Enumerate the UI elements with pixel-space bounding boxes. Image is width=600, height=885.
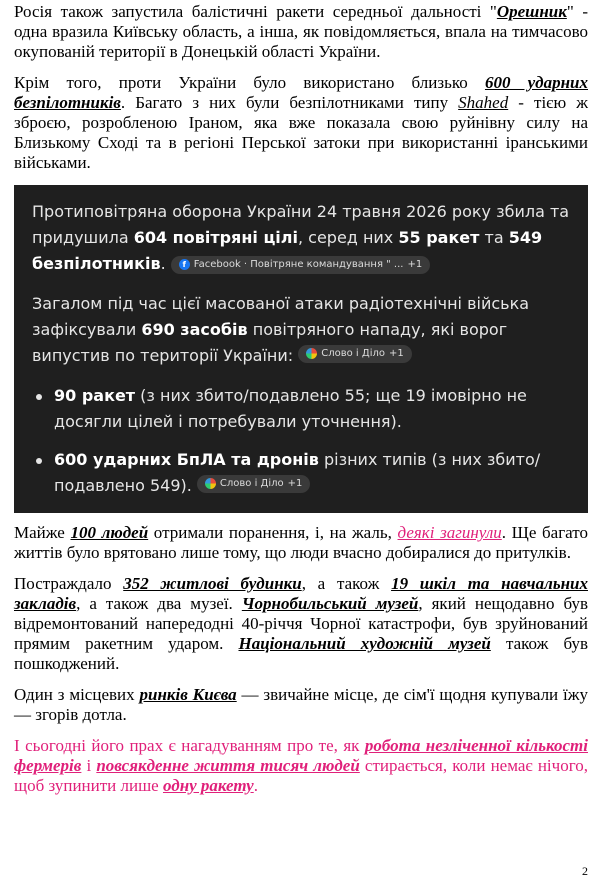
paragraph-market: Один з місцевих ринків Києва — звичайне місце, де сім'ї щодня купували їжу — згорів дотла. — [14, 685, 588, 724]
highlight-chernobyl-museum: Чорнобильський музей — [241, 594, 419, 613]
highlight-drones: 600 ударних безпілотників — [14, 73, 589, 112]
paragraph-damage: Постраждало 352 житлові будинки, а також 19 шкіл та навчальних закладів, а також два музеї. Чорнобильський музей, який нещодавно був відремонтований напередодні 40-річчя Чорної катастрофи, був зруйнований прямим ракетним ударом. Національний художній музей також був пошкоджений. — [14, 574, 589, 673]
document-page — [14, 2, 588, 807]
highlight-lives: повсякденне життя тисяч людей — [96, 756, 360, 775]
highlight-died: деякі загинули — [397, 523, 502, 542]
paragraph-casualties: Майже 100 людей отримали поранення, і, на жаль, деякі загинули. Ще багато життів було врятовано лише тому, що люди вчасно добиралися до притулків. — [14, 523, 588, 562]
paragraph-drones: Крім того, проти України було використано близько 600 ударних безпілотників. Багато з них були безпілотниками типу Shahed - тією ж зброєю, розробленою Іраном, яка вже показала свою руйнівну силу на Близькому Сході та в регіоні Перської затоки при використанні іранськими військами. — [14, 73, 589, 172]
source-chip-facebook[interactable]: f Facebook · Повітряне командування " ... +1 — [171, 256, 430, 274]
highlight-rocket: одну ракету — [162, 776, 254, 795]
highlight-oreshnik: Орешник — [496, 2, 567, 21]
highlight-national-museum: Національний художній музей — [238, 634, 491, 653]
slovo-i-dilo-icon — [205, 478, 216, 489]
panel-paragraph-1: Протиповітряна оборона України 24 травня 2026 року збила та придушила 604 повітряні цілі, серед них 55 ракет та 549 безпілотників. f Facebook · Повітряне командування " ... +1 — [32, 202, 570, 273]
slovo-i-dilo-icon — [306, 348, 317, 359]
page-number: 2 — [582, 864, 588, 878]
paragraph-closing: І сьогодні його прах є нагадуванням про те, як робота незліченної кількості фермерів і повсякденне життя тисяч людей стирається, коли немає нічого, щоб зупинити лише одну ракету. — [14, 736, 588, 795]
panel-bullet-rockets: 90 ракет (з них збито/подавлено 55; ще 19 імовірно не досягли цілей і потребували уточнення). — [32, 383, 570, 435]
ai-answer-panel — [14, 185, 588, 513]
panel-paragraph-2: Загалом під час цієї масованої атаки радіотехнічні війська зафіксували 690 засобів повітряного нападу, які ворог випустив по території України: Слово і Діло +1 — [32, 294, 530, 365]
facebook-icon: f — [179, 259, 190, 270]
highlight-farmers: робота незліченної кількості фермерів — [14, 736, 588, 775]
highlight-shahed: Shahed — [458, 93, 509, 112]
highlight-markets: ринків Києва — [139, 685, 237, 704]
highlight-schools: 19 шкіл та навчальних закладів — [14, 574, 588, 613]
highlight-houses: 352 житлові будинки — [123, 574, 302, 593]
panel-bullet-drones: 600 ударних БпЛА та дронів різних типів (з них збито/подавлено 549). Слово і Діло +1 — [32, 447, 570, 499]
source-chip-slovo-i-dilo-2[interactable]: Слово і Діло +1 — [197, 475, 311, 493]
paragraph-oreshnik: Росія також запустила балістичні ракети середньої дальності "Орешник" - одна вразила Київську область, а інша, як повідомляється, впала на тимчасово окупованій території в Донецькій області України. — [14, 2, 588, 61]
highlight-people: 100 людей — [70, 523, 149, 542]
source-chip-slovo-i-dilo[interactable]: Слово і Діло +1 — [298, 345, 412, 363]
